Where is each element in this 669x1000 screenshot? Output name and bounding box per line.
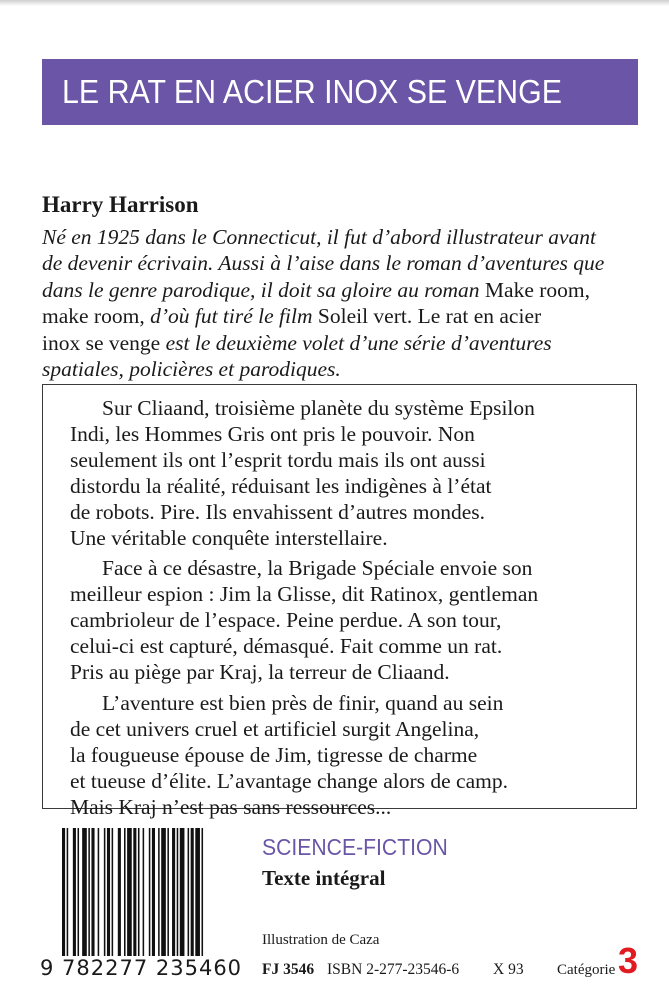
synopsis-line: cambrioleur de l’espace. Peine perdue. A son tour, (70, 608, 502, 633)
barcode-bar (91, 828, 94, 956)
page-edge (0, 0, 669, 6)
bio-novel-title: Make room, (484, 277, 591, 302)
bio-line (42, 303, 642, 329)
bio-line (42, 277, 642, 303)
barcode-bar (188, 828, 190, 956)
barcode-bar (104, 828, 106, 956)
synopsis-line: Face à ce désastre, la Brigade Spéciale envoie son (102, 556, 533, 581)
barcode-bar (180, 828, 185, 956)
price-code: X 93 (493, 961, 524, 978)
synopsis-line: Pris au piège par Kraj, la terreur de Cliaand. (70, 660, 450, 685)
isbn: ISBN 2-277-23546-6 (327, 961, 460, 978)
book-title: LE RAT EN ACIER INOX SE VENGE (62, 73, 562, 110)
barcode-bar (138, 828, 140, 956)
barcode-bar (202, 828, 204, 956)
synopsis-line: Sur Cliaand, troisième planète du système Epsilon (102, 396, 535, 420)
synopsis-text (70, 396, 630, 821)
synopsis-line: Une véritable conquête interstellaire. (70, 525, 388, 550)
barcode-digits: 9 782277 235460 (40, 956, 243, 980)
barcode-bar (133, 828, 136, 956)
barcode-bar (62, 828, 65, 956)
barcode-bar (107, 828, 110, 956)
bio-text: de devenir écrivain. Aussi à l’aise dans le roman d’aventures que (42, 251, 605, 276)
title-band (42, 59, 638, 125)
bio-text: est le deuxième volet d’une série d’aventures (165, 330, 552, 355)
barcode-bar (172, 828, 175, 956)
barcode-bar (73, 828, 76, 956)
illustration-credit: Illustration de Caza (262, 932, 380, 948)
barcode-bar (82, 828, 87, 956)
barcode-bar (158, 828, 160, 956)
synopsis-line: Indi, les Hommes Gris ont pris le pouvoir. Non (70, 421, 475, 446)
barcode-bar (149, 828, 151, 956)
bio-text: spatiales, policières et parodiques. (42, 357, 341, 382)
bio-book-title: . Le rat en acier (406, 304, 542, 329)
barcode-bar (152, 828, 155, 956)
barcode-bar (143, 828, 145, 956)
synopsis-line: L’aventure est bien près de finir, quand au sein (102, 690, 504, 715)
genre-label: SCIENCE-FICTION (262, 834, 448, 860)
author-bio (42, 224, 642, 382)
barcode-bar (127, 828, 132, 956)
synopsis-line: celui-ci est capturé, démasqué. Fait comme un rat. (70, 634, 503, 659)
fj-code: FJ 3546 (262, 961, 315, 978)
synopsis-line: meilleur espion : Jim la Glisse, dit Ratinox, gentleman (70, 582, 539, 607)
category-label: Catégorie (557, 962, 616, 978)
barcode-bar (67, 828, 69, 956)
edition-label: Texte intégral (262, 866, 386, 890)
bio-novel-title: make room, (42, 304, 151, 329)
barcode-bar (124, 828, 126, 956)
bio-text: d’où fut tiré le film (150, 304, 318, 329)
bio-text: dans le genre parodique, il doit sa gloire au roman (42, 277, 485, 302)
bio-film-title: Soleil vert (317, 304, 407, 329)
barcode-bar (191, 828, 194, 956)
bio-line (42, 224, 642, 250)
bio-line (42, 250, 642, 276)
synopsis-line: la fougueuse épouse de Jim, tigresse de charme (70, 742, 478, 767)
barcode-bar (118, 828, 121, 956)
barcode-bar (195, 828, 200, 956)
barcode-bar (167, 828, 169, 956)
synopsis-line: et tueuse d’élite. L’avantage change alors de camp. (70, 768, 508, 793)
author-name: Harry Harrison (42, 192, 199, 217)
synopsis-line: seulement ils ont l’esprit tordu mais ils ont aussi (70, 447, 486, 472)
bio-line (42, 330, 642, 356)
synopsis-line: de cet univers cruel et artificiel surgit Angelina, (70, 716, 480, 741)
barcode-bar (177, 828, 179, 956)
synopsis-line: de robots. Pire. Ils envahissent d’autres mondes. (70, 499, 485, 524)
barcode-bar (112, 828, 114, 956)
bio-line (42, 356, 642, 382)
barcode-bar (161, 828, 166, 956)
barcode-bar (78, 828, 80, 956)
barcode-bar (98, 828, 100, 956)
bio-book-title: inox se venge (42, 330, 166, 355)
barcode (62, 828, 250, 956)
synopsis-line: distordu la réalité, réduisant les indigènes à l’état (70, 473, 492, 498)
synopsis-line: Mais Kraj n’est pas sans ressources... (70, 794, 392, 819)
category-number: 3 (618, 940, 639, 981)
bio-text: Né en 1925 dans le Connecticut, il fut d’abord illustrateur avant (42, 225, 596, 249)
barcode-bar (88, 828, 90, 956)
